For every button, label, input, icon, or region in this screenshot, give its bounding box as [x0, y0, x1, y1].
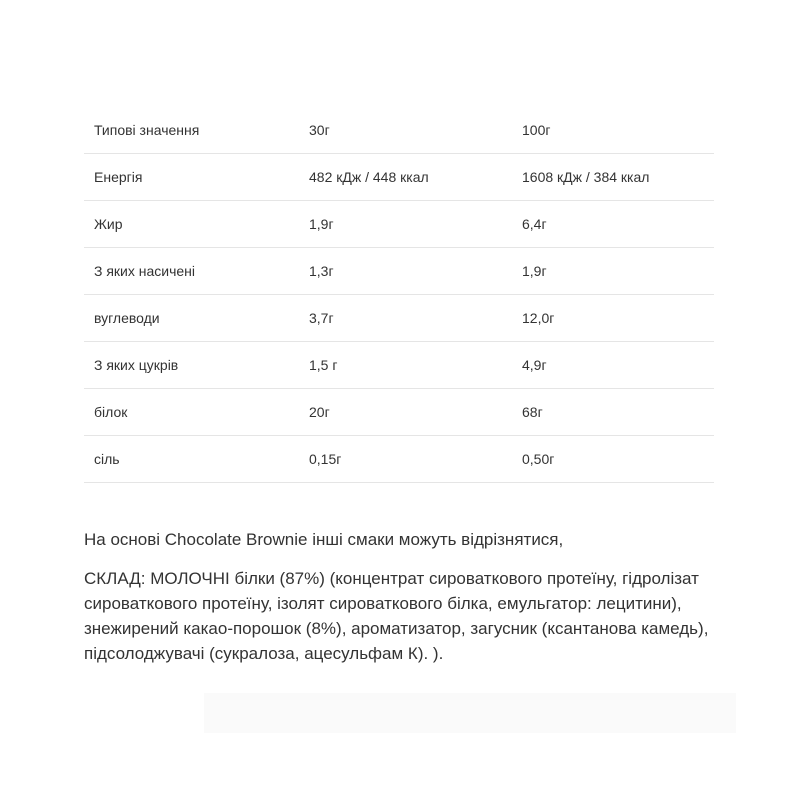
- table-cell-per-100g: 4,9г: [512, 342, 714, 389]
- nutrition-table-body: [84, 107, 714, 483]
- table-row: [84, 154, 714, 201]
- table-cell-nutrient: Типові значення: [84, 107, 299, 154]
- table-cell-nutrient: білок: [84, 389, 299, 436]
- table-cell-nutrient: Жир: [84, 201, 299, 248]
- table-cell-per-100g: 6,4г: [512, 201, 714, 248]
- table-cell-per-100g: 0,50г: [512, 436, 714, 483]
- table-cell-per-serving: 3,7г: [299, 295, 512, 342]
- table-cell-per-100g: 1608 кДж / 384 ккал: [512, 154, 714, 201]
- table-cell-per-100g: 1,9г: [512, 248, 714, 295]
- table-cell-per-serving: 1,5 г: [299, 342, 512, 389]
- table-row: [84, 436, 714, 483]
- ingredients-text: СКЛАД: МОЛОЧНІ білки (87%) (концентрат сироваткового протеїну, гідролізат сироваткового протеїну, ізолят сироваткового білка, емульгатор: лецитини), знежирений какао-порошок (8%), ароматизатор, загусник (ксантанова камедь), підсолоджувачі (сукралоза, ацесульфам К). ).: [84, 569, 709, 663]
- table-cell-per-100g: 68г: [512, 389, 714, 436]
- table-row: [84, 389, 714, 436]
- nutrition-table: [84, 107, 714, 483]
- table-cell-nutrient: З яких насичені: [84, 248, 299, 295]
- table-cell-nutrient: вуглеводи: [84, 295, 299, 342]
- table-row: [84, 342, 714, 389]
- table-row: [84, 107, 714, 154]
- table-cell-per-serving: 0,15г: [299, 436, 512, 483]
- table-cell-per-serving: 1,9г: [299, 201, 512, 248]
- table-row: [84, 201, 714, 248]
- product-description: [84, 527, 724, 680]
- table-cell-per-serving: 482 кДж / 448 ккал: [299, 154, 512, 201]
- placeholder-panel: [204, 693, 736, 733]
- table-cell-nutrient: Енергія: [84, 154, 299, 201]
- table-row: [84, 248, 714, 295]
- table-cell-per-serving: 30г: [299, 107, 512, 154]
- table-cell-per-100g: 12,0г: [512, 295, 714, 342]
- table-row: [84, 295, 714, 342]
- table-cell-nutrient: З яких цукрів: [84, 342, 299, 389]
- table-cell-per-100g: 100г: [512, 107, 714, 154]
- flavor-note: На основі Chocolate Brownie інші смаки можуть відрізнятися,: [84, 530, 564, 549]
- table-cell-per-serving: 20г: [299, 389, 512, 436]
- table-cell-nutrient: сіль: [84, 436, 299, 483]
- table-cell-per-serving: 1,3г: [299, 248, 512, 295]
